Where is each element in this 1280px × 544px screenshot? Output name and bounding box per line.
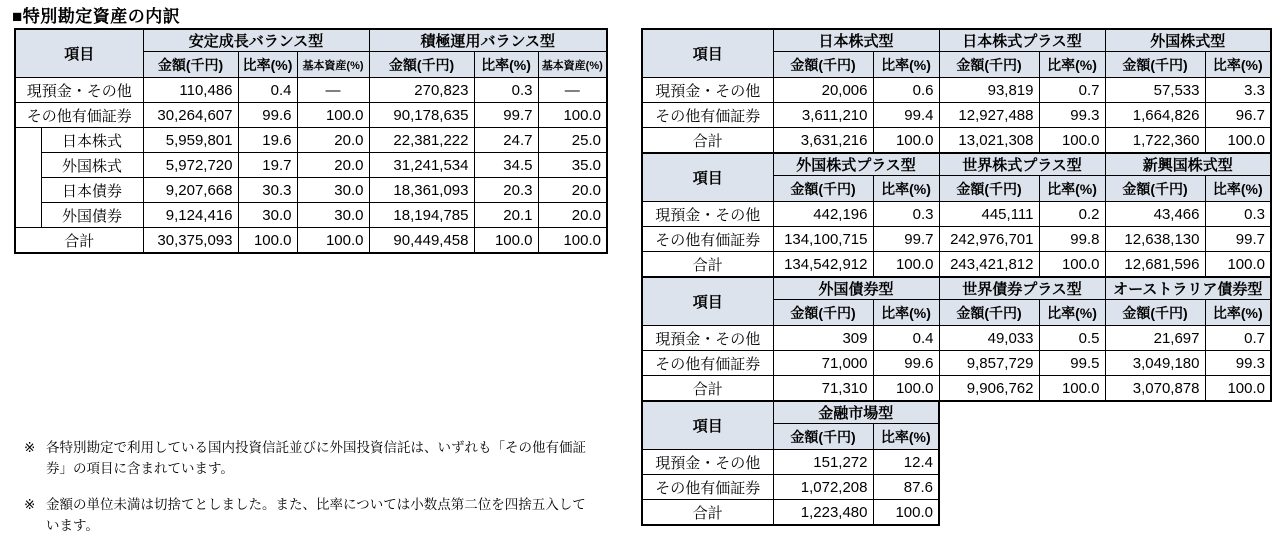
amount-header: 金額(千円): [939, 176, 1039, 202]
base-asset-header: 基本資産(%): [538, 52, 607, 78]
item-column-header: 項目: [642, 153, 773, 202]
amount-header: 金額(千円): [1105, 176, 1205, 202]
value-cell: 43,466: [1105, 202, 1205, 227]
value-cell: 100.0: [1205, 252, 1271, 278]
amount-header: 金額(千円): [1105, 300, 1205, 326]
value-cell: 9,906,762: [939, 376, 1039, 402]
value-cell: 110,486: [143, 78, 238, 103]
value-cell: 270,823: [369, 78, 474, 103]
row-label: 現預金・その他: [642, 450, 773, 475]
value-cell: 57,533: [1105, 78, 1205, 103]
value-cell: 0.2: [1039, 202, 1105, 227]
table-header-row: [15, 29, 607, 52]
fund-name-header: 外国債券型: [773, 277, 939, 300]
value-cell: 99.6: [873, 351, 939, 376]
ratio-header: 比率(%): [1205, 176, 1271, 202]
value-cell: 30.0: [297, 203, 369, 228]
value-cell: 13,021,308: [939, 128, 1039, 154]
row-label: 現預金・その他: [642, 326, 773, 351]
table-row: [15, 228, 607, 254]
footnote-text: 金額の単位未満は切捨てとしました。また、比率については小数点第二位を四捨五入しています。: [46, 496, 586, 533]
value-cell: 25.0: [538, 128, 607, 153]
value-cell: 0.4: [873, 326, 939, 351]
value-cell: 100.0: [1039, 252, 1105, 278]
amount-header: 金額(千円): [773, 176, 873, 202]
amount-header: 金額(千円): [773, 52, 873, 78]
value-cell: 0.7: [1039, 78, 1105, 103]
value-cell: 12.4: [873, 450, 939, 475]
table-header-row: [642, 401, 939, 424]
value-cell: 100.0: [873, 128, 939, 154]
ratio-header: 比率(%): [873, 300, 939, 326]
value-cell: 3,070,878: [1105, 376, 1205, 402]
table-row: [15, 178, 607, 203]
value-cell: 22,381,222: [369, 128, 474, 153]
value-cell: 96.7: [1205, 103, 1271, 128]
value-cell: 90,449,458: [369, 228, 474, 254]
table-row: [15, 128, 607, 153]
value-cell: 30.0: [297, 178, 369, 203]
table-row: [15, 103, 607, 128]
value-cell: 99.8: [1039, 227, 1105, 252]
value-cell: 100.0: [1039, 376, 1105, 402]
value-cell: 100.0: [474, 228, 538, 254]
dash-cell: —: [538, 78, 607, 103]
fund-name-header: 世界株式プラス型: [939, 153, 1105, 176]
left-table-body: [15, 78, 607, 254]
amount-header: 金額(千円): [1105, 52, 1205, 78]
fund-name-header: オーストラリア債券型: [1105, 277, 1271, 300]
value-cell: 100.0: [1205, 128, 1271, 154]
item-column-header: 項目: [642, 277, 773, 326]
row-label: 外国株式: [41, 153, 143, 178]
value-cell: 93,819: [939, 78, 1039, 103]
amount-header: 金額(千円): [143, 52, 238, 78]
ratio-header: 比率(%): [474, 52, 538, 78]
total-row-label: 合計: [642, 252, 773, 278]
value-cell: 100.0: [538, 228, 607, 254]
balance-funds-table: [14, 28, 608, 254]
ratio-header: 比率(%): [1039, 52, 1105, 78]
fund-name-header: 外国株式型: [1105, 29, 1271, 52]
ratio-header: 比率(%): [1205, 300, 1271, 326]
value-cell: 20.0: [538, 178, 607, 203]
fund-table-4: [641, 400, 940, 526]
value-cell: 1,722,360: [1105, 128, 1205, 154]
row-label: 現預金・その他: [642, 78, 773, 103]
value-cell: 71,310: [773, 376, 873, 402]
dash-cell: —: [297, 78, 369, 103]
amount-header: 金額(千円): [939, 300, 1039, 326]
amount-header: 金額(千円): [773, 300, 873, 326]
value-cell: 242,976,701: [939, 227, 1039, 252]
value-cell: 24.7: [474, 128, 538, 153]
value-cell: 20.1: [474, 203, 538, 228]
item-column-header: 項目: [642, 401, 773, 450]
value-cell: 0.3: [474, 78, 538, 103]
value-cell: 0.5: [1039, 326, 1105, 351]
value-cell: 20.3: [474, 178, 538, 203]
value-cell: 1,223,480: [773, 500, 873, 526]
value-cell: 99.3: [1039, 103, 1105, 128]
value-cell: 99.4: [873, 103, 939, 128]
value-cell: 0.4: [238, 78, 297, 103]
fund-table-3: [641, 276, 1272, 402]
table-row: [642, 252, 1271, 278]
ratio-header: 比率(%): [1039, 300, 1105, 326]
value-cell: 99.5: [1039, 351, 1105, 376]
table-row: [642, 128, 1271, 154]
row-label: 日本株式: [41, 128, 143, 153]
row-label: その他有価証券: [642, 103, 773, 128]
value-cell: 12,927,488: [939, 103, 1039, 128]
value-cell: 9,857,729: [939, 351, 1039, 376]
value-cell: 35.0: [538, 153, 607, 178]
value-cell: 30,375,093: [143, 228, 238, 254]
total-row-label: 合計: [642, 376, 773, 402]
table-row: [642, 376, 1271, 402]
value-cell: 0.6: [873, 78, 939, 103]
table-row: [15, 203, 607, 228]
value-cell: 19.6: [238, 128, 297, 153]
footnotes: [24, 438, 609, 537]
value-cell: 90,178,635: [369, 103, 474, 128]
value-cell: 100.0: [873, 252, 939, 278]
value-cell: 34.5: [474, 153, 538, 178]
table-row: [642, 103, 1271, 128]
table-row: [642, 78, 1271, 103]
table-row: [642, 202, 1271, 227]
value-cell: 18,194,785: [369, 203, 474, 228]
footnote-text: 各特別勘定で利用している国内投資信託並びに外国投資信託は、いずれも「その他有価証券」の項目に含まれています。: [46, 440, 586, 476]
value-cell: 20.0: [538, 203, 607, 228]
indent-cell: [15, 128, 41, 228]
value-cell: 19.7: [238, 153, 297, 178]
fund-name-header: 世界債券プラス型: [939, 277, 1105, 300]
value-cell: 3,631,216: [773, 128, 873, 154]
value-cell: 100.0: [297, 103, 369, 128]
fund-name-header: 金融市場型: [773, 401, 939, 424]
value-cell: 71,000: [773, 351, 873, 376]
row-label: その他有価証券: [15, 103, 143, 128]
table-row: [642, 500, 939, 526]
page-title: ■特別勘定資産の内訳: [12, 7, 181, 26]
value-cell: 5,959,801: [143, 128, 238, 153]
value-cell: 134,100,715: [773, 227, 873, 252]
item-column-header: 項目: [15, 29, 143, 78]
value-cell: 18,361,093: [369, 178, 474, 203]
value-cell: 20.0: [297, 153, 369, 178]
value-cell: 0.3: [873, 202, 939, 227]
value-cell: 9,124,416: [143, 203, 238, 228]
footnote: [24, 495, 609, 537]
table-row: [15, 78, 607, 103]
value-cell: 100.0: [873, 376, 939, 402]
value-cell: 31,241,534: [369, 153, 474, 178]
ratio-header: 比率(%): [873, 52, 939, 78]
amount-header: 金額(千円): [939, 52, 1039, 78]
value-cell: 243,421,812: [939, 252, 1039, 278]
value-cell: 100.0: [873, 500, 939, 526]
table-row: [642, 450, 939, 475]
fund-name-header: 日本株式プラス型: [939, 29, 1105, 52]
value-cell: 445,111: [939, 202, 1039, 227]
value-cell: 1,664,826: [1105, 103, 1205, 128]
amount-header: 金額(千円): [773, 424, 873, 450]
fund-name-header: 新興国株式型: [1105, 153, 1271, 176]
ratio-header: 比率(%): [238, 52, 297, 78]
value-cell: 0.3: [1205, 202, 1271, 227]
value-cell: 100.0: [238, 228, 297, 254]
value-cell: 3,049,180: [1105, 351, 1205, 376]
value-cell: 100.0: [538, 103, 607, 128]
fund-table-2: [641, 152, 1272, 278]
row-label: その他有価証券: [642, 475, 773, 500]
footnote-marker: ※: [24, 440, 36, 455]
value-cell: 21,697: [1105, 326, 1205, 351]
value-cell: 0.7: [1205, 326, 1271, 351]
value-cell: 20.0: [297, 128, 369, 153]
table-row: [642, 227, 1271, 252]
table-row: [15, 153, 607, 178]
base-asset-header: 基本資産(%): [297, 52, 369, 78]
value-cell: 30.3: [238, 178, 297, 203]
table-row: [642, 351, 1271, 376]
value-cell: 12,638,130: [1105, 227, 1205, 252]
value-cell: 134,542,912: [773, 252, 873, 278]
row-label: 現預金・その他: [642, 202, 773, 227]
total-row-label: 合計: [642, 500, 773, 526]
fund-name-header: 安定成長バランス型: [143, 29, 369, 52]
table-row: [642, 475, 939, 500]
value-cell: 30,264,607: [143, 103, 238, 128]
ratio-header: 比率(%): [873, 176, 939, 202]
row-label: 日本債券: [41, 178, 143, 203]
ratio-header: 比率(%): [1039, 176, 1105, 202]
fund-name-header: 日本株式型: [773, 29, 939, 52]
ratio-header: 比率(%): [1205, 52, 1271, 78]
value-cell: 99.6: [238, 103, 297, 128]
fund-name-header: 外国株式プラス型: [773, 153, 939, 176]
right-tables: [641, 28, 1272, 526]
value-cell: 99.7: [474, 103, 538, 128]
amount-header: 金額(千円): [369, 52, 474, 78]
table-header-row: [642, 29, 1271, 52]
value-cell: 20,006: [773, 78, 873, 103]
total-row-label: 合計: [15, 228, 143, 254]
value-cell: 87.6: [873, 475, 939, 500]
fund-name-header: 積極運用バランス型: [369, 29, 607, 52]
row-label: 現預金・その他: [15, 78, 143, 103]
value-cell: 100.0: [1039, 128, 1105, 154]
value-cell: 9,207,668: [143, 178, 238, 203]
table-row: [642, 326, 1271, 351]
value-cell: 3.3: [1205, 78, 1271, 103]
value-cell: 100.0: [1205, 376, 1271, 402]
item-column-header: 項目: [642, 29, 773, 78]
value-cell: 12,681,596: [1105, 252, 1205, 278]
value-cell: 99.3: [1205, 351, 1271, 376]
value-cell: 442,196: [773, 202, 873, 227]
value-cell: 5,972,720: [143, 153, 238, 178]
fund-table-1: [641, 28, 1272, 154]
value-cell: 49,033: [939, 326, 1039, 351]
value-cell: 30.0: [238, 203, 297, 228]
footnote: [24, 438, 609, 480]
value-cell: 1,072,208: [773, 475, 873, 500]
total-row-label: 合計: [642, 128, 773, 154]
footnote-marker: ※: [24, 496, 36, 512]
table-header-row: [642, 277, 1271, 300]
ratio-header: 比率(%): [873, 424, 939, 450]
value-cell: 100.0: [297, 228, 369, 254]
row-label: 外国債券: [41, 203, 143, 228]
table-header-row: [642, 153, 1271, 176]
row-label: その他有価証券: [642, 351, 773, 376]
value-cell: 309: [773, 326, 873, 351]
row-label: その他有価証券: [642, 227, 773, 252]
value-cell: 99.7: [873, 227, 939, 252]
value-cell: 3,611,210: [773, 103, 873, 128]
value-cell: 99.7: [1205, 227, 1271, 252]
value-cell: 151,272: [773, 450, 873, 475]
